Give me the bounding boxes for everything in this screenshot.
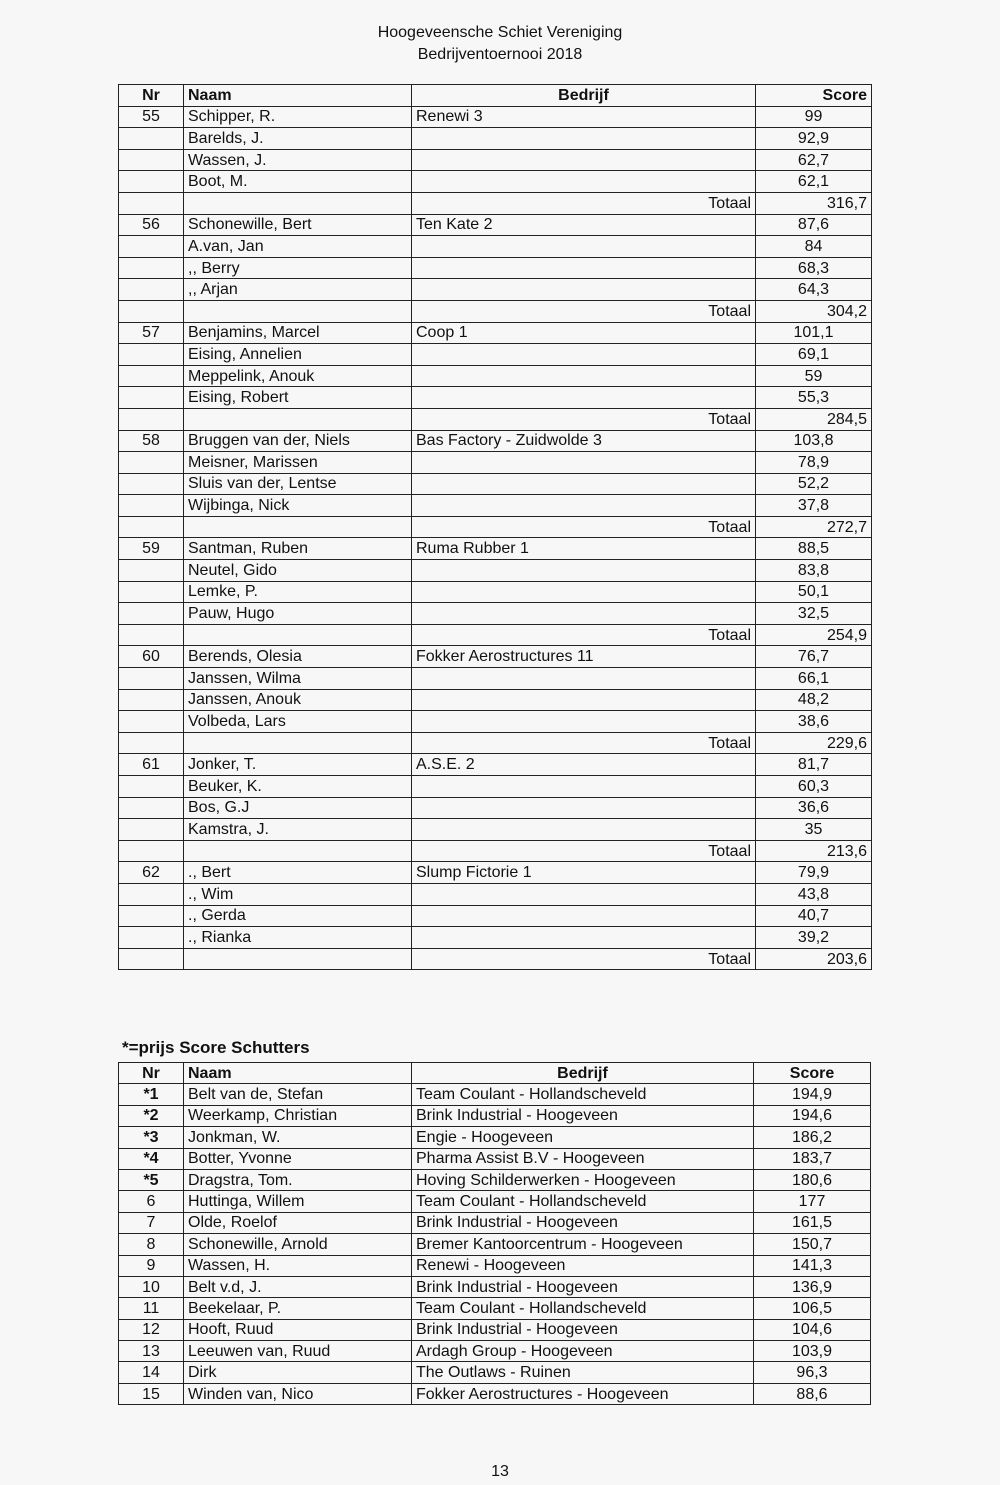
team-total-score: 304,2 — [756, 300, 872, 322]
empty-cell — [184, 624, 412, 646]
shooter-row — [119, 1255, 871, 1276]
member-score: 92,9 — [756, 128, 872, 150]
shooter-name: Huttinga, Willem — [184, 1191, 412, 1212]
team-company-cell — [412, 236, 756, 258]
shooter-score: 183,7 — [754, 1148, 871, 1169]
team-number-cell — [119, 883, 184, 905]
shooter-name: Dragstra, Tom. — [184, 1169, 412, 1190]
team-company-cell: Fokker Aerostructures 11 — [412, 646, 756, 668]
empty-cell — [184, 300, 412, 322]
member-name: Schipper, R. — [184, 106, 412, 128]
shooter-name: Schonewille, Arnold — [184, 1234, 412, 1255]
team-number-cell — [119, 776, 184, 798]
team-company-cell — [412, 883, 756, 905]
team-member-row — [119, 365, 872, 387]
team-member-row — [119, 927, 872, 949]
team-number-cell — [119, 689, 184, 711]
member-name: Barelds, J. — [184, 128, 412, 150]
shooter-name: Belt v.d, J. — [184, 1276, 412, 1297]
team-total-score: 254,9 — [756, 624, 872, 646]
member-score: 38,6 — [756, 711, 872, 733]
team-number-cell: 58 — [119, 430, 184, 452]
member-score: 32,5 — [756, 603, 872, 625]
shooter-name: Wassen, H. — [184, 1255, 412, 1276]
member-name: Beuker, K. — [184, 776, 412, 798]
team-total-score: 316,7 — [756, 192, 872, 214]
shooter-score: 96,3 — [754, 1362, 871, 1383]
member-name: Sluis van der, Lentse — [184, 473, 412, 495]
member-score: 43,8 — [756, 883, 872, 905]
team-number-cell — [119, 473, 184, 495]
shooter-company: Brink Industrial - Hoogeveen — [412, 1212, 754, 1233]
shooter-company: Ardagh Group - Hoogeveen — [412, 1341, 754, 1362]
team-total-row — [119, 516, 872, 538]
team-number-cell — [119, 495, 184, 517]
team-member-row — [119, 689, 872, 711]
team-company-cell — [412, 128, 756, 150]
shooter-score: 161,5 — [754, 1212, 871, 1233]
team-member-row — [119, 279, 872, 301]
header-club-name: Hoogeveensche Schiet Vereniging — [377, 24, 623, 41]
total-label: Totaal — [412, 300, 756, 322]
member-name: Pauw, Hugo — [184, 603, 412, 625]
member-name: Volbeda, Lars — [184, 711, 412, 733]
member-name: Wijbinga, Nick — [184, 495, 412, 517]
team-company-cell — [412, 711, 756, 733]
teams-table — [118, 84, 872, 970]
shooter-score: 88,6 — [754, 1383, 871, 1404]
schutters-header-row — [119, 1063, 871, 1084]
shooter-company: Brink Industrial - Hoogeveen — [412, 1105, 754, 1126]
shooter-name: Weerkamp, Christian — [184, 1105, 412, 1126]
empty-cell — [184, 732, 412, 754]
member-score: 36,6 — [756, 797, 872, 819]
member-score: 66,1 — [756, 668, 872, 690]
team-company-cell: Ten Kate 2 — [412, 214, 756, 236]
team-company-cell — [412, 257, 756, 279]
team-member-row — [119, 452, 872, 474]
member-name: Wassen, J. — [184, 149, 412, 171]
shooter-name: Winden van, Nico — [184, 1383, 412, 1404]
prize-note: *=prijs — [122, 1038, 175, 1057]
shooter-company: Bremer Kantoorcentrum - Hoogeveen — [412, 1234, 754, 1255]
member-name: Janssen, Anouk — [184, 689, 412, 711]
shooter-row — [119, 1191, 871, 1212]
column-header: Bedrijf — [412, 85, 756, 107]
shooter-company: Fokker Aerostructures - Hoogeveen — [412, 1383, 754, 1404]
member-score: 84 — [756, 236, 872, 258]
team-company-cell — [412, 668, 756, 690]
team-number-cell — [119, 668, 184, 690]
rank-cell: 10 — [119, 1276, 184, 1297]
team-company-cell — [412, 279, 756, 301]
shooter-company: The Outlaws - Ruinen — [412, 1362, 754, 1383]
team-number-cell: 61 — [119, 754, 184, 776]
rank-cell: 8 — [119, 1234, 184, 1255]
empty-cell — [119, 732, 184, 754]
team-number-cell — [119, 149, 184, 171]
team-member-row — [119, 430, 872, 452]
member-name: Lemke, P. — [184, 581, 412, 603]
team-member-row — [119, 149, 872, 171]
total-label: Totaal — [412, 516, 756, 538]
team-number-cell: 59 — [119, 538, 184, 560]
team-company-cell — [412, 560, 756, 582]
team-member-row — [119, 538, 872, 560]
team-number-cell: 60 — [119, 646, 184, 668]
team-member-row — [119, 646, 872, 668]
shooter-row — [119, 1212, 871, 1233]
team-company-cell — [412, 905, 756, 927]
rank-cell: 15 — [119, 1383, 184, 1404]
team-company-cell: Renewi 3 — [412, 106, 756, 128]
member-score: 69,1 — [756, 344, 872, 366]
member-name: A.van, Jan — [184, 236, 412, 258]
team-member-row — [119, 797, 872, 819]
empty-cell — [119, 948, 184, 970]
team-company-cell — [412, 344, 756, 366]
shooter-company: Team Coulant - Hollandscheveld — [412, 1084, 754, 1105]
team-total-row — [119, 840, 872, 862]
team-number-cell — [119, 603, 184, 625]
rank-cell: 12 — [119, 1319, 184, 1340]
member-score: 39,2 — [756, 927, 872, 949]
member-name: Berends, Olesia — [184, 646, 412, 668]
column-header: Bedrijf — [412, 1063, 754, 1084]
member-score: 35 — [756, 819, 872, 841]
team-member-row — [119, 171, 872, 193]
member-score: 55,3 — [756, 387, 872, 409]
rank-cell: *4 — [119, 1148, 184, 1169]
shooter-company: Brink Industrial - Hoogeveen — [412, 1319, 754, 1340]
team-member-row — [119, 883, 872, 905]
member-score: 88,5 — [756, 538, 872, 560]
team-member-row — [119, 106, 872, 128]
member-score: 99 — [756, 106, 872, 128]
member-name: Neutel, Gido — [184, 560, 412, 582]
shooter-score: 136,9 — [754, 1276, 871, 1297]
empty-cell — [184, 948, 412, 970]
team-total-row — [119, 408, 872, 430]
shooter-score: 180,6 — [754, 1169, 871, 1190]
shooter-row — [119, 1105, 871, 1126]
team-total-row — [119, 624, 872, 646]
member-score: 101,1 — [756, 322, 872, 344]
team-company-cell — [412, 473, 756, 495]
shooter-score: 103,9 — [754, 1341, 871, 1362]
shooter-row — [119, 1148, 871, 1169]
member-score: 59 — [756, 365, 872, 387]
shooter-row — [119, 1127, 871, 1148]
shooter-company: Renewi - Hoogeveen — [412, 1255, 754, 1276]
team-total-score: 272,7 — [756, 516, 872, 538]
team-company-cell: A.S.E. 2 — [412, 754, 756, 776]
member-score: 78,9 — [756, 452, 872, 474]
team-member-row — [119, 322, 872, 344]
member-name: Bruggen van der, Niels — [184, 430, 412, 452]
team-number-cell — [119, 581, 184, 603]
shooter-company: Team Coulant - Hollandscheveld — [412, 1191, 754, 1212]
team-total-row — [119, 732, 872, 754]
member-name: Santman, Ruben — [184, 538, 412, 560]
shooter-name: Botter, Yvonne — [184, 1148, 412, 1169]
member-score: 79,9 — [756, 862, 872, 884]
member-score: 83,8 — [756, 560, 872, 582]
rank-cell: *2 — [119, 1105, 184, 1126]
empty-cell — [119, 408, 184, 430]
shooter-company: Brink Industrial - Hoogeveen — [412, 1276, 754, 1297]
team-company-cell — [412, 797, 756, 819]
member-name: ,, Arjan — [184, 279, 412, 301]
team-total-row — [119, 192, 872, 214]
team-number-cell — [119, 236, 184, 258]
empty-cell — [184, 408, 412, 430]
team-member-row — [119, 776, 872, 798]
member-name: Jonker, T. — [184, 754, 412, 776]
shooter-name: Dirk — [184, 1362, 412, 1383]
shooter-score: 150,7 — [754, 1234, 871, 1255]
total-label: Totaal — [412, 192, 756, 214]
shooter-score: 194,6 — [754, 1105, 871, 1126]
empty-cell — [119, 300, 184, 322]
shooter-row — [119, 1298, 871, 1319]
team-number-cell — [119, 171, 184, 193]
shooter-row — [119, 1276, 871, 1297]
shooter-score: 104,6 — [754, 1319, 871, 1340]
shooter-company: Pharma Assist B.V - Hoogeveen — [412, 1148, 754, 1169]
team-member-row — [119, 387, 872, 409]
member-name: Meisner, Marissen — [184, 452, 412, 474]
shooter-company: Engie - Hoogeveen — [412, 1127, 754, 1148]
shooter-score: 177 — [754, 1191, 871, 1212]
shooter-score: 141,3 — [754, 1255, 871, 1276]
rank-cell: 6 — [119, 1191, 184, 1212]
schutters-table — [118, 1062, 871, 1405]
column-header: Nr — [119, 1063, 184, 1084]
header-tournament-name: Bedrijventoernooi 2018 — [417, 46, 583, 63]
member-name: ., Rianka — [184, 927, 412, 949]
member-score: 50,1 — [756, 581, 872, 603]
empty-cell — [119, 516, 184, 538]
team-member-row — [119, 128, 872, 150]
shooter-company: Hoving Schilderwerken - Hoogeveen — [412, 1169, 754, 1190]
rank-cell: *1 — [119, 1084, 184, 1105]
team-company-cell — [412, 171, 756, 193]
team-number-cell: 55 — [119, 106, 184, 128]
team-number-cell — [119, 279, 184, 301]
team-company-cell — [412, 776, 756, 798]
total-label: Totaal — [412, 948, 756, 970]
team-member-row — [119, 754, 872, 776]
rank-cell: 9 — [119, 1255, 184, 1276]
team-number-cell — [119, 128, 184, 150]
schutters-section-title — [122, 1038, 310, 1058]
column-header: Score — [756, 85, 872, 107]
team-company-cell — [412, 149, 756, 171]
shooter-score: 106,5 — [754, 1298, 871, 1319]
team-company-cell — [412, 387, 756, 409]
member-name: Schonewille, Bert — [184, 214, 412, 236]
total-label: Totaal — [412, 624, 756, 646]
shooter-row — [119, 1319, 871, 1340]
team-member-row — [119, 214, 872, 236]
member-score: 103,8 — [756, 430, 872, 452]
member-name: Meppelink, Anouk — [184, 365, 412, 387]
team-number-cell: 62 — [119, 862, 184, 884]
rank-cell: 14 — [119, 1362, 184, 1383]
shooter-row — [119, 1169, 871, 1190]
team-member-row — [119, 603, 872, 625]
team-member-row — [119, 473, 872, 495]
shooter-name: Belt van de, Stefan — [184, 1084, 412, 1105]
team-company-cell — [412, 581, 756, 603]
member-name: ., Wim — [184, 883, 412, 905]
shooter-row — [119, 1341, 871, 1362]
member-score: 64,3 — [756, 279, 872, 301]
total-label: Totaal — [412, 408, 756, 430]
shooter-row — [119, 1234, 871, 1255]
member-score: 68,3 — [756, 257, 872, 279]
shooter-score: 186,2 — [754, 1127, 871, 1148]
member-score: 52,2 — [756, 473, 872, 495]
team-member-row — [119, 236, 872, 258]
team-member-row — [119, 819, 872, 841]
rank-cell: 7 — [119, 1212, 184, 1233]
team-number-cell — [119, 387, 184, 409]
shooter-score: 194,9 — [754, 1084, 871, 1105]
team-company-cell — [412, 689, 756, 711]
team-company-cell — [412, 495, 756, 517]
team-total-row — [119, 948, 872, 970]
team-total-score: 203,6 — [756, 948, 872, 970]
member-score: 62,7 — [756, 149, 872, 171]
team-company-cell — [412, 452, 756, 474]
team-member-row — [119, 711, 872, 733]
member-score: 40,7 — [756, 905, 872, 927]
team-company-cell — [412, 927, 756, 949]
column-header: Naam — [184, 1063, 412, 1084]
empty-cell — [184, 192, 412, 214]
team-member-row — [119, 581, 872, 603]
column-header: Naam — [184, 85, 412, 107]
total-label: Totaal — [412, 732, 756, 754]
member-name: ., Bert — [184, 862, 412, 884]
section-title: Score Schutters — [179, 1038, 310, 1057]
shooter-company: Team Coulant - Hollandscheveld — [412, 1298, 754, 1319]
member-name: Eising, Annelien — [184, 344, 412, 366]
team-number-cell — [119, 257, 184, 279]
team-number-cell — [119, 927, 184, 949]
team-number-cell — [119, 344, 184, 366]
team-number-cell — [119, 711, 184, 733]
member-name: Benjamins, Marcel — [184, 322, 412, 344]
member-name: Eising, Robert — [184, 387, 412, 409]
shooter-row — [119, 1084, 871, 1105]
team-member-row — [119, 862, 872, 884]
team-member-row — [119, 668, 872, 690]
team-company-cell: Bas Factory - Zuidwolde 3 — [412, 430, 756, 452]
team-number-cell — [119, 819, 184, 841]
member-name: Bos, G.J — [184, 797, 412, 819]
rank-cell: *5 — [119, 1169, 184, 1190]
column-header: Nr — [119, 85, 184, 107]
team-total-score: 229,6 — [756, 732, 872, 754]
member-name: ., Gerda — [184, 905, 412, 927]
column-header: Score — [754, 1063, 871, 1084]
member-score: 37,8 — [756, 495, 872, 517]
rank-cell: 11 — [119, 1298, 184, 1319]
team-member-row — [119, 495, 872, 517]
shooter-name: Jonkman, W. — [184, 1127, 412, 1148]
member-name: ,, Berry — [184, 257, 412, 279]
empty-cell — [119, 840, 184, 862]
member-score: 60,3 — [756, 776, 872, 798]
total-label: Totaal — [412, 840, 756, 862]
member-score: 87,6 — [756, 214, 872, 236]
shooter-row — [119, 1383, 871, 1404]
empty-cell — [119, 192, 184, 214]
team-number-cell: 56 — [119, 214, 184, 236]
member-score: 81,7 — [756, 754, 872, 776]
shooter-name: Leeuwen van, Ruud — [184, 1341, 412, 1362]
member-score: 76,7 — [756, 646, 872, 668]
team-company-cell — [412, 819, 756, 841]
team-number-cell — [119, 560, 184, 582]
member-score: 62,1 — [756, 171, 872, 193]
team-number-cell — [119, 365, 184, 387]
team-member-row — [119, 905, 872, 927]
team-member-row — [119, 560, 872, 582]
team-company-cell: Ruma Rubber 1 — [412, 538, 756, 560]
team-company-cell: Coop 1 — [412, 322, 756, 344]
page-number: 13 — [491, 1463, 509, 1480]
team-number-cell: 57 — [119, 322, 184, 344]
team-member-row — [119, 344, 872, 366]
team-number-cell — [119, 452, 184, 474]
team-total-score: 284,5 — [756, 408, 872, 430]
team-number-cell — [119, 905, 184, 927]
team-number-cell — [119, 797, 184, 819]
member-name: Boot, M. — [184, 171, 412, 193]
team-company-cell — [412, 365, 756, 387]
team-total-score: 213,6 — [756, 840, 872, 862]
rank-cell: 13 — [119, 1341, 184, 1362]
team-company-cell: Slump Fictorie 1 — [412, 862, 756, 884]
team-member-row — [119, 257, 872, 279]
member-name: Janssen, Wilma — [184, 668, 412, 690]
empty-cell — [119, 624, 184, 646]
member-score: 48,2 — [756, 689, 872, 711]
member-name: Kamstra, J. — [184, 819, 412, 841]
teams-header-row — [119, 85, 872, 107]
empty-cell — [184, 516, 412, 538]
team-total-row — [119, 300, 872, 322]
shooter-name: Beekelaar, P. — [184, 1298, 412, 1319]
shooter-row — [119, 1362, 871, 1383]
empty-cell — [184, 840, 412, 862]
shooter-name: Hooft, Ruud — [184, 1319, 412, 1340]
team-company-cell — [412, 603, 756, 625]
shooter-name: Olde, Roelof — [184, 1212, 412, 1233]
rank-cell: *3 — [119, 1127, 184, 1148]
